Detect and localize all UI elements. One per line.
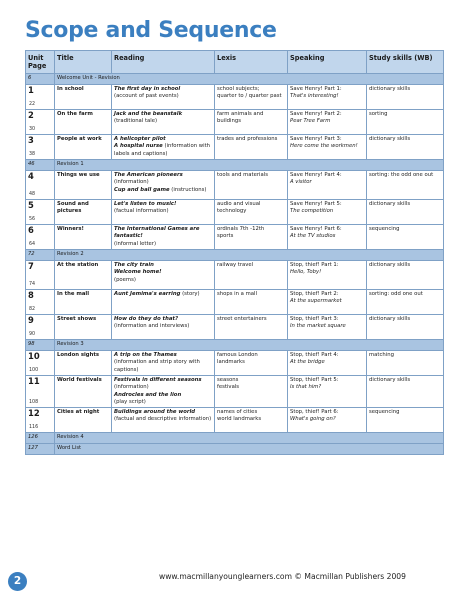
- reading-line: [114, 93, 212, 100]
- unit-page: 108: [29, 400, 39, 406]
- reading-line: [114, 269, 212, 276]
- speaking-text: At the supermarket: [290, 298, 342, 305]
- speaking-text: Save Henry! Part 3:: [290, 136, 342, 142]
- speaking-cell: [288, 110, 367, 135]
- unit-row: [26, 315, 444, 340]
- unit-cell: [26, 408, 55, 433]
- band-label: Revision 1: [55, 160, 444, 171]
- header-unit-page: Unit Page: [26, 51, 55, 74]
- speaking-text: Stop, thief! Part 5:: [290, 377, 339, 383]
- unit-number: 12: [28, 408, 40, 419]
- reading-line: [114, 323, 212, 330]
- unit-cell: [26, 135, 55, 160]
- speaking-text: Stop, thief! Part 4:: [290, 352, 339, 358]
- page-number-badge: 2: [8, 572, 27, 591]
- speaking-text: Save Henry! Part 5:: [290, 201, 342, 207]
- band-page: 127: [26, 444, 55, 455]
- reading-text: A trip on the Thames: [114, 352, 177, 358]
- band-label: Welcome Unit - Revision: [55, 74, 444, 85]
- unit-number: 4: [28, 171, 34, 181]
- section-band-row: [26, 433, 444, 444]
- reading-cell: [112, 315, 215, 340]
- band-page: 98: [26, 340, 55, 351]
- lexis-cell: [215, 225, 288, 250]
- reading-text: (traditional tale): [114, 118, 158, 125]
- band-page: 46: [26, 160, 55, 171]
- section-band-row: [26, 250, 444, 261]
- header-speaking: Speaking: [288, 51, 367, 74]
- reading-text: Festivals in different seasons: [114, 377, 202, 383]
- study-skills-cell: dictionary skills: [367, 376, 444, 408]
- speaking-text: Stop, thief! Part 2:: [290, 291, 339, 297]
- header-study-skills: Study skills (WB): [367, 51, 444, 74]
- reading-line: [114, 384, 212, 391]
- reading-text: (play script): [114, 398, 146, 405]
- lexis-text: street entertainers: [217, 316, 267, 322]
- lexis-text: famous London landmarks: [217, 352, 258, 366]
- reading-text: The American pioneers: [114, 172, 183, 178]
- lexis-text: farm animals and buildings: [217, 111, 264, 125]
- unit-row: [26, 225, 444, 250]
- reading-line: [114, 86, 212, 93]
- unit-page: 56: [29, 217, 36, 222]
- speaking-cell: [288, 315, 367, 340]
- unit-number: 10: [28, 351, 40, 361]
- unit-page: 116: [29, 425, 39, 431]
- reading-line: [114, 416, 212, 423]
- unit-page: 82: [29, 307, 36, 312]
- reading-line: [114, 201, 212, 208]
- lexis-text: world landmarks: [217, 416, 262, 423]
- lexis-text: names of cities: [217, 409, 258, 416]
- lexis-text: ordinals 7th -12th: [217, 226, 265, 232]
- lexis-cell: [215, 200, 288, 225]
- speaking-text: Is that him?: [290, 384, 322, 391]
- unit-cell: [26, 351, 55, 376]
- reading-line: [114, 316, 212, 323]
- reading-line: [114, 111, 212, 118]
- speaking-cell: [288, 376, 367, 408]
- study-skills-cell: sorting: [367, 110, 444, 135]
- reading-line: [114, 241, 212, 248]
- unit-row: [26, 261, 444, 290]
- speaking-cell: [288, 135, 367, 160]
- unit-cell: [26, 171, 55, 200]
- study-skills-cell: matching: [367, 351, 444, 376]
- unit-row: [26, 290, 444, 315]
- unit-number: 5: [28, 200, 34, 210]
- reading-line: [114, 172, 212, 179]
- speaking-text: At the bridge: [290, 359, 325, 366]
- lexis-text: tools and materials: [217, 172, 268, 178]
- reading-text: Let's listen to music!: [114, 201, 177, 207]
- unit-title: Things we use: [55, 171, 112, 200]
- speaking-text: Here come the workmen!: [290, 143, 358, 150]
- band-page: 72: [26, 250, 55, 261]
- unit-cell: [26, 315, 55, 340]
- reading-cell: [112, 135, 215, 160]
- reading-cell: [112, 225, 215, 250]
- speaking-text: Stop, thief! Part 6:: [290, 409, 339, 416]
- unit-page: 64: [29, 242, 36, 247]
- lexis-cell: [215, 135, 288, 160]
- study-skills-cell: dictionary skills: [367, 135, 444, 160]
- section-band-row: [26, 160, 444, 171]
- section-band-row: [26, 340, 444, 351]
- study-skills-cell: sequencing: [367, 408, 444, 433]
- footer-credits: www.macmillanyounglearners.com © Macmillan Publishers 2009: [159, 572, 406, 581]
- unit-title: Sound and pictures: [55, 200, 112, 225]
- reading-text: (informal letter): [114, 240, 157, 247]
- study-skills-cell: dictionary skills: [367, 261, 444, 290]
- unit-title: At the station: [55, 261, 112, 290]
- reading-line: [114, 352, 212, 359]
- unit-cell: [26, 200, 55, 225]
- unit-number: 2: [28, 110, 34, 120]
- band-label: Revision 2: [55, 250, 444, 261]
- unit-page: 22: [29, 102, 36, 107]
- reading-line: [114, 136, 212, 143]
- speaking-text: A visitor: [290, 179, 312, 186]
- reading-line: [114, 377, 212, 384]
- unit-page: 48: [29, 192, 36, 197]
- reading-line: [114, 187, 212, 194]
- unit-row: [26, 171, 444, 200]
- speaking-text: At the TV studios: [290, 233, 336, 240]
- reading-text: Welcome home!: [114, 269, 162, 276]
- study-skills-cell: sequencing: [367, 225, 444, 250]
- reading-cell: [112, 376, 215, 408]
- reading-text: (factual information): [114, 208, 169, 215]
- unit-number: 7: [28, 261, 34, 271]
- lexis-text: audio and visual technology: [217, 201, 261, 215]
- section-band-row: [26, 444, 444, 455]
- unit-cell: [26, 85, 55, 110]
- reading-cell: [112, 171, 215, 200]
- speaking-text: Save Henry! Part 1:: [290, 86, 342, 92]
- speaking-cell: [288, 200, 367, 225]
- page-title: Scope and Sequence: [25, 18, 277, 43]
- unit-page: 90: [29, 332, 36, 337]
- speaking-text: That's interesting!: [290, 93, 339, 100]
- reading-text: (information and interviews): [114, 323, 190, 330]
- reading-note: (information with labels and captions): [114, 143, 211, 157]
- unit-number: 8: [28, 290, 34, 300]
- reading-text: (information): [114, 179, 149, 186]
- speaking-cell: [288, 171, 367, 200]
- speaking-cell: [288, 351, 367, 376]
- reading-line: [114, 359, 212, 374]
- unit-number: 9: [28, 315, 34, 325]
- study-skills-cell: dictionary skills: [367, 85, 444, 110]
- band-label: Revision 3: [55, 340, 444, 351]
- header-title: Title: [55, 51, 112, 74]
- lexis-cell: [215, 290, 288, 315]
- reading-text: The International Games are fantastic!: [114, 226, 200, 240]
- unit-page: 100: [29, 368, 39, 373]
- unit-row: [26, 85, 444, 110]
- reading-text: The city train: [114, 262, 154, 268]
- band-label: Word List: [55, 444, 444, 455]
- speaking-cell: [288, 261, 367, 290]
- unit-row: [26, 408, 444, 433]
- reading-line: [114, 143, 212, 158]
- table-header-row: [26, 51, 444, 74]
- band-label: Revision 4: [55, 433, 444, 444]
- reading-cell: [112, 408, 215, 433]
- reading-cell: [112, 200, 215, 225]
- speaking-text: Stop, thief! Part 1:: [290, 262, 339, 268]
- unit-cell: [26, 110, 55, 135]
- scope-sequence-table: [25, 50, 444, 455]
- reading-line: [114, 392, 212, 399]
- unit-number: 11: [28, 376, 40, 386]
- unit-cell: [26, 376, 55, 408]
- unit-number: 1: [28, 85, 34, 95]
- speaking-text: Save Henry! Part 4:: [290, 172, 342, 178]
- section-band-row: [26, 74, 444, 85]
- unit-title: London sights: [55, 351, 112, 376]
- reading-text: (factual and descriptive information): [114, 416, 212, 423]
- reading-text: A hospital nurse: [114, 143, 163, 150]
- speaking-text: The competition: [290, 208, 334, 215]
- speaking-text: In the market square: [290, 323, 346, 330]
- reading-line: [114, 262, 212, 269]
- reading-text: Jack and the beanstalk: [114, 111, 183, 117]
- unit-title: Winners!: [55, 225, 112, 250]
- reading-line: [114, 399, 212, 406]
- speaking-text: Stop, thief! Part 3:: [290, 316, 339, 322]
- unit-title: On the farm: [55, 110, 112, 135]
- reading-text: (account of past events): [114, 93, 179, 100]
- reading-text: How do they do that?: [114, 316, 179, 322]
- unit-number: 6: [28, 225, 34, 235]
- reading-text: (information and strip story with captions): [114, 359, 200, 373]
- reading-text: Cup and ball game: [114, 186, 170, 193]
- lexis-text: trades and professions: [217, 136, 278, 142]
- reading-text: Aunt Jemima's earring: [114, 291, 181, 297]
- reading-cell: [112, 261, 215, 290]
- reading-line: [114, 208, 212, 215]
- lexis-text: school subjects;: [217, 86, 260, 92]
- speaking-cell: [288, 290, 367, 315]
- speaking-text: Hello, Toby!: [290, 269, 322, 276]
- lexis-text: shops in a mall: [217, 291, 257, 297]
- unit-row: [26, 110, 444, 135]
- unit-page: 30: [29, 127, 36, 132]
- unit-page: 74: [29, 282, 36, 287]
- header-lexis: Lexis: [215, 51, 288, 74]
- unit-title: Cities at night: [55, 408, 112, 433]
- study-skills-cell: dictionary skills: [367, 315, 444, 340]
- lexis-text: quarter to / quarter past: [217, 93, 282, 100]
- reading-text: Androcles and the lion: [114, 391, 182, 398]
- speaking-cell: [288, 85, 367, 110]
- unit-row: [26, 376, 444, 408]
- unit-title: In school: [55, 85, 112, 110]
- lexis-cell: [215, 171, 288, 200]
- unit-title: World festivals: [55, 376, 112, 408]
- reading-note: (story): [180, 291, 200, 297]
- lexis-text: seasons: [217, 377, 239, 383]
- reading-cell: [112, 110, 215, 135]
- speaking-text: Save Henry! Part 6:: [290, 226, 342, 232]
- reading-line: [114, 179, 212, 186]
- lexis-text: festivals: [217, 384, 240, 391]
- lexis-cell: [215, 315, 288, 340]
- unit-cell: [26, 225, 55, 250]
- unit-row: [26, 135, 444, 160]
- unit-title: In the mall: [55, 290, 112, 315]
- unit-title: Street shows: [55, 315, 112, 340]
- reading-note: (instructions): [169, 186, 207, 193]
- unit-cell: [26, 261, 55, 290]
- reading-text: A helicopter pilot: [114, 136, 166, 142]
- reading-text: Buildings around the world: [114, 409, 196, 416]
- speaking-text: What's going on?: [290, 416, 336, 423]
- reading-line: [114, 226, 212, 241]
- study-skills-cell: sorting: the odd one out: [367, 171, 444, 200]
- unit-row: [26, 200, 444, 225]
- lexis-cell: [215, 376, 288, 408]
- unit-row: [26, 351, 444, 376]
- reading-line: [114, 277, 212, 284]
- reading-cell: [112, 290, 215, 315]
- reading-text: The first day in school: [114, 86, 181, 92]
- speaking-cell: [288, 408, 367, 433]
- unit-number: 3: [28, 135, 34, 145]
- reading-line: [114, 118, 212, 125]
- lexis-cell: [215, 351, 288, 376]
- study-skills-cell: dictionary skills: [367, 200, 444, 225]
- lexis-cell: [215, 261, 288, 290]
- unit-cell: [26, 290, 55, 315]
- band-page: 6: [26, 74, 55, 85]
- reading-line: [114, 409, 212, 416]
- speaking-cell: [288, 225, 367, 250]
- lexis-text: sports: [217, 233, 234, 240]
- study-skills-cell: sorting: odd one out: [367, 290, 444, 315]
- band-page: 126: [26, 433, 55, 444]
- unit-page: 38: [29, 152, 36, 157]
- lexis-cell: [215, 408, 288, 433]
- reading-line: [114, 291, 212, 298]
- speaking-text: Save Henry! Part 2:: [290, 111, 342, 117]
- reading-cell: [112, 351, 215, 376]
- lexis-cell: [215, 85, 288, 110]
- reading-text: (poems): [114, 276, 136, 283]
- unit-title: People at work: [55, 135, 112, 160]
- header-reading: Reading: [112, 51, 215, 74]
- reading-cell: [112, 85, 215, 110]
- lexis-cell: [215, 110, 288, 135]
- lexis-text: railway travel: [217, 262, 254, 268]
- reading-text: (information): [114, 384, 149, 391]
- speaking-text: Pear Tree Farm: [290, 118, 331, 125]
